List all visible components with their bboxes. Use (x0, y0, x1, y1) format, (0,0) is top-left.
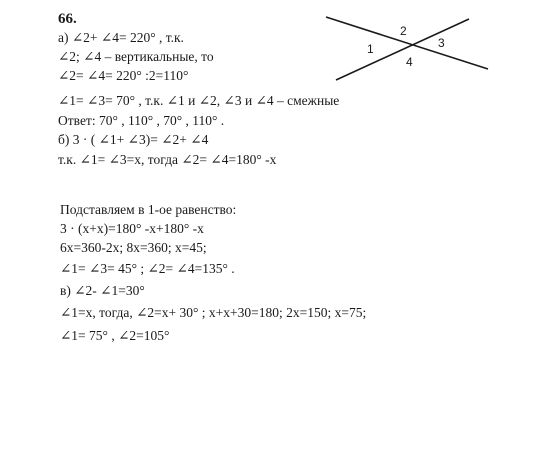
solution-line-b6: ∠1= ∠3= 45° ; ∠2= ∠4=135° . (60, 261, 235, 276)
solution-line-c3: ∠1= 75° , ∠2=105° (60, 328, 170, 343)
solution-line-b5: 6x=360-2x; 8x=360; x=45; (60, 240, 207, 255)
solution-line-c2: ∠1=x, тогда, ∠2=x+ 30° ; x+x+30=180; 2x=150; x=75; (60, 305, 367, 320)
answer-line: Ответ: 70° , 110° , 70° , 110° . (58, 113, 225, 128)
solution-line-b3: Подставляем в 1-ое равенство: (60, 202, 237, 217)
solution-line-b2: т.к. ∠1= ∠3=x, тогда ∠2= ∠4=180° -x (58, 152, 277, 167)
angle-label-1: 1 (367, 42, 374, 56)
angle-label-4: 4 (406, 55, 413, 69)
problem-number: 66. (58, 11, 77, 27)
solution-line-a1: а) ∠2+ ∠4= 220° , т.к. (58, 30, 184, 45)
solution-line-b1: б) 3 · ( ∠1+ ∠3)= ∠2+ ∠4 (58, 132, 209, 147)
solution-line-a4: ∠1= ∠3= 70° , т.к. ∠1 и ∠2, ∠3 и ∠4 – смежные (58, 93, 340, 108)
angle-label-2: 2 (400, 24, 407, 38)
solution-line-a3: ∠2= ∠4= 220° :2=110° (58, 68, 189, 83)
solution-line-c1: в) ∠2- ∠1=30° (60, 283, 145, 298)
angle-label-3: 3 (438, 36, 445, 50)
solution-line-b4: 3 · (x+x)=180° -x+180° -x (60, 221, 204, 236)
solution-line-a2: ∠2; ∠4 – вертикальные, то (58, 49, 214, 64)
